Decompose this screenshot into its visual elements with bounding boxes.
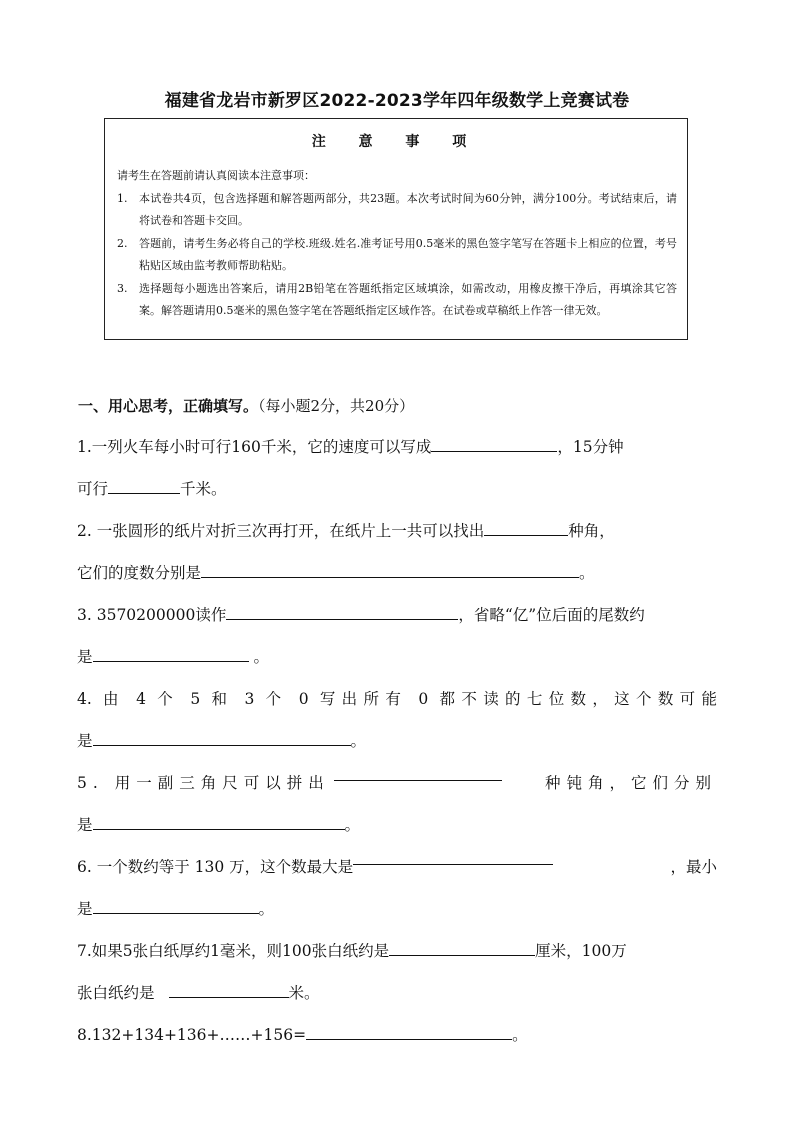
question-3 [77,594,717,678]
q7-blank-m[interactable] [169,979,289,998]
q3-text-3: 是 [77,648,93,666]
notice-item [117,233,677,278]
q5-text-2: 种钝角，它们分别 [544,774,717,792]
q6-text-3: 是 [77,900,93,918]
notice-item-number: 3. [117,281,128,295]
q2-text: 2. 一张圆形的纸片对折三次再打开，在纸片上一共可以找出 [77,522,485,540]
notice-box [104,118,688,340]
q3-text: 3. 3570200000读作 [77,606,227,624]
notice-intro: 请考生在答题前请认真阅读本注意事项： [117,169,315,182]
notice-heading: 注 意 事 项 [311,134,481,150]
section-title: 一、用心思考，正确填写。 [78,397,259,415]
q4-text: 4. 由 4 个 5 和 3 个 0 写出所有 0 都不读的七位数，这个数可能 [77,690,717,708]
notice-item [117,188,677,233]
q1-text-2: ，15分钟 [557,438,624,456]
q5-blank-angles[interactable] [93,811,345,830]
notice-item [117,278,677,323]
q2-text-2: 种角， [568,522,615,540]
q5-text-3: 是 [77,816,93,834]
q2-blank-count[interactable] [484,517,568,536]
q1-blank-speed[interactable] [431,433,557,452]
notice-item-number: 2. [117,236,128,250]
section-heading [78,395,414,416]
q7-text-4: 米。 [288,984,320,1002]
q6-text-4: 。 [258,900,275,918]
q4-text-2: 是 [77,732,93,750]
q1-text: 1.一列火车每小时可行160千米，它的速度可以写成 [77,438,432,456]
q5-text: 5. 用一副三角尺可以拼出 [77,774,330,792]
q5-blank-count[interactable] [334,762,502,781]
q8-text-2: 。 [512,1026,528,1044]
q3-blank-reading[interactable] [226,601,458,620]
section-note: （每小题2分，共20分） [258,397,415,415]
q8-text: 8.132+134+136+……+156= [77,1026,307,1044]
q3-blank-approx[interactable] [93,643,249,662]
q5-text-4: 。 [344,816,361,834]
question-4 [77,678,717,762]
question-7 [77,930,717,1014]
q2-text-4: 。 [579,564,595,582]
q7-text-2: 厘米，100万 [535,942,627,960]
q4-blank-number[interactable] [93,727,351,746]
q1-text-4: 千米。 [180,480,227,498]
question-2 [77,510,717,594]
question-1 [77,426,717,510]
q6-text: 6. 一个数约等于 130 万，这个数最大是 [77,858,354,876]
q6-blank-min[interactable] [93,895,259,914]
q2-text-3: 它们的度数分别是 [77,564,202,582]
q1-text-3: 可行 [77,480,109,498]
q2-blank-degrees[interactable] [201,559,579,578]
q6-text-2: ，最小 [670,858,717,876]
q7-text-3: 张白纸约是 [77,984,155,1002]
q7-blank-cm[interactable] [389,937,535,956]
q4-text-3: 。 [350,732,367,750]
question-6 [77,846,717,930]
notice-item-text: 本试卷共4页，包含选择题和解答题两部分，共23题。本次考试时间为60分钟，满分100分。考试结束后，请将试卷和答题卡交回。 [139,191,677,227]
q8-blank-sum[interactable] [306,1021,512,1040]
notice-item-text: 选择题每小题选出答案后，请用2B铅笔在答题纸指定区域填涂，如需改动，用橡皮擦干净后，再填涂其它答案。解答题请用0.5毫米的黑色签字笔在答题纸指定区域作答。在试卷或草稿纸上作答一律无效。 [139,281,677,317]
notice-body [117,165,677,323]
notice-item-text: 答题前，请考生务必将自己的学校.班级.姓名.准考证号用0.5毫米的黑色签字笔写在答题卡上相应的位置，考号粘贴区域由监考教师帮助粘贴。 [139,236,677,272]
exam-title: 福建省龙岩市新罗区2022-2023学年四年级数学上竞赛试卷 [164,91,630,111]
q3-text-2: ，省略“亿”位后面的尾数约 [458,606,645,624]
q1-blank-distance[interactable] [108,475,180,494]
q7-text: 7.如果5张白纸厚约1毫米，则100张白纸约是 [77,942,390,960]
notice-item-number: 1. [117,191,128,205]
question-5 [77,762,717,846]
q6-blank-max[interactable] [353,846,553,865]
question-8 [77,1014,717,1056]
q3-text-4: 。 [248,648,269,666]
